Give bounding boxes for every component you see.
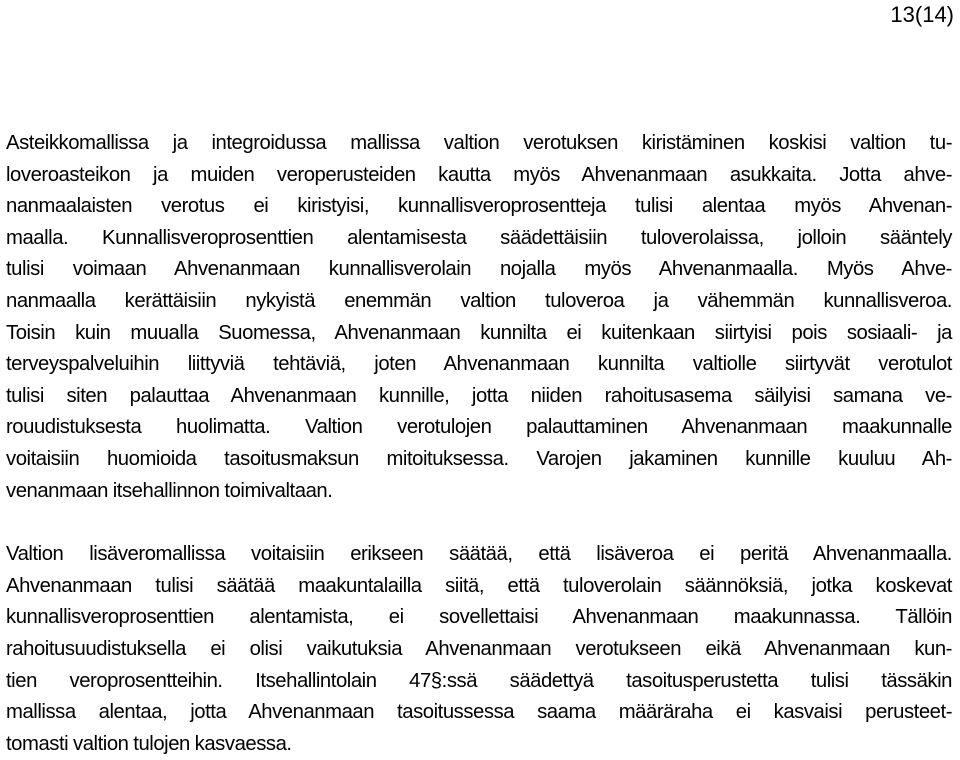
- paragraph-line: rouudistuksesta huolimatta. Valtion verotulojen palauttaminen Ahvenanmaan maakunnalle: [6, 416, 952, 439]
- paragraph-2: [6, 539, 952, 760]
- document-body: [6, 128, 952, 760]
- paragraph-line: nanmaalaisten verotus ei kiristyisi, kunnallisveroprosentteja tulisi alentaa myös Ahvenan-: [6, 195, 952, 218]
- paragraph-line: voitaisiin huomioida tasoitusmaksun mitoituksessa. Varojen jakaminen kunnille kuuluu Ah-: [6, 447, 952, 470]
- paragraph-line: mallissa alentaa, jotta Ahvenanmaan tasoitussessa saama määräraha ei kasvaisi perusteet-: [6, 701, 952, 724]
- paragraph-1: [6, 128, 952, 507]
- paragraph-spacer: [6, 507, 952, 539]
- paragraph-line: Asteikkomallissa ja integroidussa mallissa valtion verotuksen kiristäminen koskisi valtion tu-: [6, 132, 952, 154]
- page-number: 13(14): [890, 2, 954, 27]
- paragraph-line: tien veroprosentteihin. Itsehallintolain 47§:ssä säädettyä tasoitusperustetta tulisi tässäkin: [6, 669, 952, 692]
- paragraph-line: terveyspalveluihin liittyviä tehtäviä, joten Ahvenanmaan kunnilta valtiolle siirtyvät verotulot: [6, 353, 952, 376]
- paragraph-line: rahoitusuudistuksella ei olisi vaikutuksia Ahvenanmaan verotukseen eikä Ahvenanmaan kun-: [6, 637, 952, 660]
- paragraph-line: tulisi siten palauttaa Ahvenanmaan kunnille, jotta niiden rahoitusasema säilyisi samana ve-: [6, 384, 952, 407]
- paragraph-line: tomasti valtion tulojen kasvaessa.: [6, 732, 292, 755]
- paragraph-line: kunnallisveroprosenttien alentamista, ei sovellettaisi Ahvenanmaan maakunnassa. Tällöin: [6, 606, 952, 629]
- paragraph-line: Ahvenanmaan tulisi säätää maakuntalailla siitä, että tuloverolain säännöksiä, jotka koskevat: [6, 574, 952, 597]
- paragraph-line: maalla. Kunnallisveroprosenttien alentamisesta säädettäisiin tuloverolaissa, jolloin sääntely: [6, 226, 952, 249]
- paragraph-line: loveroasteikon ja muiden veroperusteiden kautta myös Ahvenanmaan asukkaita. Jotta ahve-: [6, 163, 952, 186]
- paragraph-line: tulisi voimaan Ahvenanmaan kunnallisverolain nojalla myös Ahvenanmaalla. Myös Ahve-: [6, 258, 952, 281]
- paragraph-line: venanmaan itsehallinnon toimivaltaan.: [6, 479, 333, 502]
- paragraph-line: nanmaalla kerättäisiin nykyistä enemmän valtion tuloveroa ja vähemmän kunnallisveroa.: [6, 289, 952, 312]
- paragraph-line: Valtion lisäveromallissa voitaisiin erikseen säätää, että lisäveroa ei peritä Ahvenanmaalla.: [6, 543, 952, 566]
- paragraph-line: Toisin kuin muualla Suomessa, Ahvenanmaan kunnilta ei kuitenkaan siirtyisi pois sosiaali- ja: [6, 321, 952, 344]
